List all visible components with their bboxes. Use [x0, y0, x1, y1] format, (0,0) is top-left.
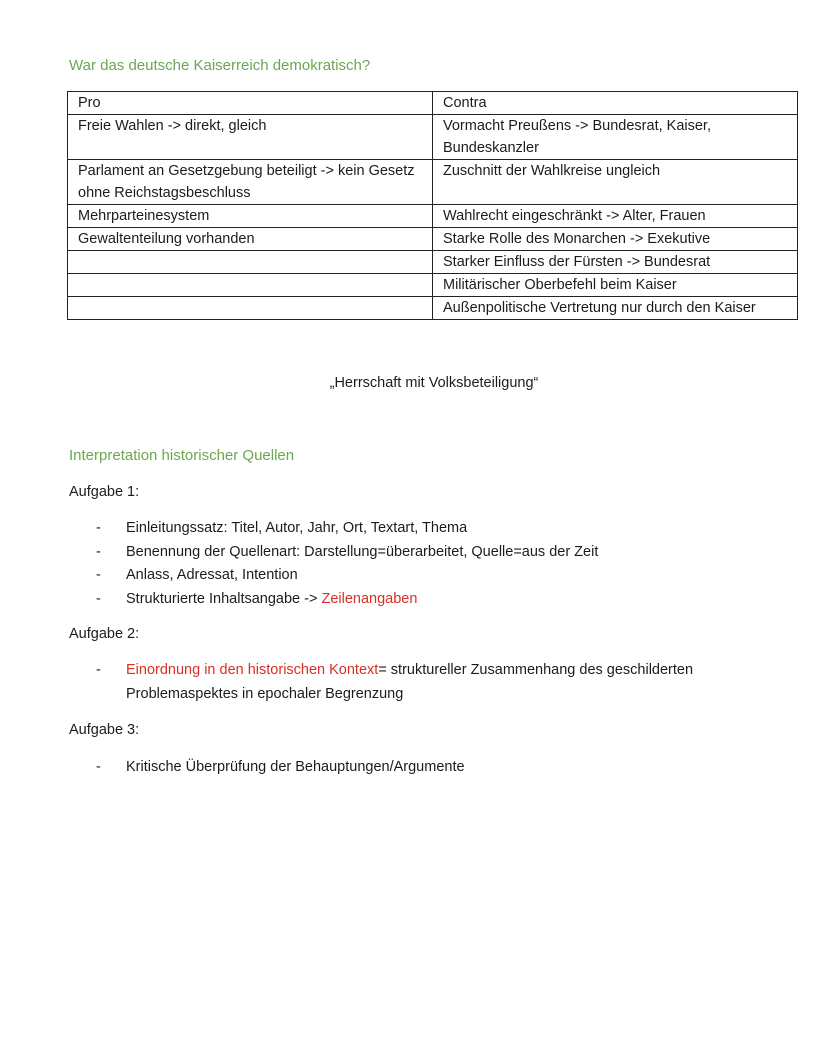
table-row — [68, 115, 798, 160]
table-row — [68, 160, 798, 205]
highlight-kontext: Einordnung in den historischen Kontext — [126, 662, 379, 678]
section-title-kaiserreich: War das deutsche Kaiserreich demokratisch? — [69, 57, 371, 74]
task-label-3: Aufgabe 3: — [69, 722, 140, 738]
list-item-text: Benennung der Quellenart: Darstellung=überarbeitet, Quelle=aus der Zeit — [126, 543, 599, 560]
table-row — [68, 251, 798, 274]
list-item — [96, 541, 796, 565]
contra-cell: Starke Rolle des Monarchen -> Exekutive — [433, 228, 798, 251]
task-3-list — [96, 756, 796, 780]
quote-volksbeteiligung: „Herrschaft mit Volksbeteiligung“ — [329, 375, 539, 391]
pro-cell: Mehrparteinesystem — [68, 205, 433, 228]
bullet-dash: - — [96, 543, 101, 560]
task-label-2: Aufgabe 2: — [69, 626, 140, 642]
table-header-row — [68, 92, 798, 115]
section-title-interpretation: Interpretation historischer Quellen — [69, 447, 295, 464]
task-2-list — [96, 659, 796, 706]
pro-cell: Parlament an Gesetzgebung beteiligt -> kein Gesetz ohne Reichstagsbeschluss — [68, 160, 433, 205]
contra-cell: Militärischer Oberbefehl beim Kaiser — [433, 274, 798, 297]
contra-cell: Wahlrecht eingeschränkt -> Alter, Frauen — [433, 205, 798, 228]
list-item — [96, 564, 796, 588]
pro-cell — [68, 274, 433, 297]
list-item-text: Strukturierte Inhaltsangabe -> — [126, 590, 322, 607]
table-row — [68, 228, 798, 251]
list-item-text: = struktureller Zusammenhang des geschilderten Problemaspektes in epochaler Begrenzung — [126, 662, 694, 702]
table-row — [68, 205, 798, 228]
contra-cell: Zuschnitt der Wahlkreise ungleich — [433, 160, 798, 205]
contra-cell: Starker Einfluss der Fürsten -> Bundesrat — [433, 251, 798, 274]
task-1-list — [96, 517, 796, 611]
highlight-zeilenangaben: Zeilenangaben — [321, 590, 418, 607]
bullet-dash: - — [96, 662, 101, 678]
list-item — [96, 588, 796, 612]
list-item-text: Einleitungssatz: Titel, Autor, Jahr, Ort, Textart, Thema — [126, 520, 468, 536]
bullet-dash: - — [96, 520, 101, 536]
list-item-text: Anlass, Adressat, Intention — [126, 567, 298, 583]
pro-cell — [68, 297, 433, 320]
list-item — [96, 756, 796, 780]
table-row — [68, 274, 798, 297]
pro-cell — [68, 251, 433, 274]
list-item-text: Kritische Überprüfung der Behauptungen/Argumente — [126, 759, 465, 775]
list-item — [96, 659, 796, 706]
pro-cell: Gewaltenteilung vorhanden — [68, 228, 433, 251]
task-label-1: Aufgabe 1: — [69, 484, 140, 500]
bullet-dash: - — [96, 759, 101, 775]
pro-contra-table — [67, 91, 798, 320]
contra-cell: Außenpolitische Vertretung nur durch den Kaiser — [433, 297, 798, 320]
pro-cell: Freie Wahlen -> direkt, gleich — [68, 115, 433, 160]
list-item — [96, 517, 796, 541]
contra-cell: Vormacht Preußens -> Bundesrat, Kaiser, Bundeskanzler — [433, 115, 798, 160]
header-pro: Pro — [68, 92, 433, 115]
bullet-dash: - — [96, 590, 101, 607]
bullet-dash: - — [96, 567, 101, 583]
header-contra: Contra — [433, 92, 798, 115]
table-row — [68, 297, 798, 320]
